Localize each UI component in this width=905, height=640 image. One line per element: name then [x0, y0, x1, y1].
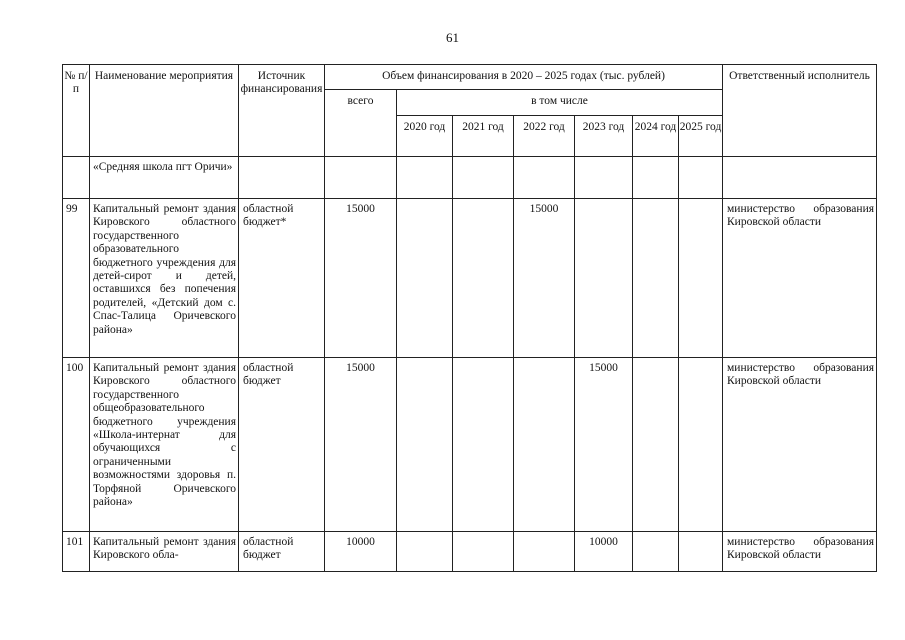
row-executor: министерство образования Кировской области: [723, 358, 877, 532]
row-source: областной бюджет*: [239, 199, 325, 358]
row-executor: министерство образования Кировской области: [723, 199, 877, 358]
table-body: [63, 157, 877, 572]
header-volume: Объем финансирования в 2020 – 2025 годах (тыс. рублей): [325, 65, 723, 90]
row-2023: [575, 199, 633, 358]
row-2020: [397, 199, 453, 358]
row-2022: [514, 157, 575, 199]
row-2025: [679, 199, 723, 358]
row-num: 101: [63, 532, 90, 572]
table-row: [63, 199, 877, 358]
financing-table-container: [62, 64, 877, 572]
row-2022: 15000: [514, 199, 575, 358]
row-name: Капитальный ремонт здания Кировского областного государственного общеобразовательного бюджетного учреждения «Школа-интернат для обучающихся с ограниченными возможностями здоровья п. Торфяной Оричевского района»: [90, 358, 239, 532]
row-2024: [633, 532, 679, 572]
row-2024: [633, 157, 679, 199]
row-2024: [633, 199, 679, 358]
row-num: 99: [63, 199, 90, 358]
row-2021: [453, 157, 514, 199]
row-2025: [679, 157, 723, 199]
row-2023: 15000: [575, 358, 633, 532]
table-row: [63, 532, 877, 572]
row-2025: [679, 358, 723, 532]
row-2020: [397, 358, 453, 532]
page-number: 61: [446, 30, 459, 45]
row-source: областной бюджет: [239, 358, 325, 532]
row-num: [63, 157, 90, 199]
header-name: Наименование мероприятия: [90, 65, 239, 157]
row-2023: 10000: [575, 532, 633, 572]
header-year-2022: 2022 год: [514, 116, 575, 157]
row-2022: [514, 358, 575, 532]
header-total: всего: [325, 90, 397, 157]
row-total: 15000: [325, 199, 397, 358]
header-year-2024: 2024 год: [633, 116, 679, 157]
table-row: [63, 358, 877, 532]
row-2025: [679, 532, 723, 572]
row-executor: [723, 157, 877, 199]
row-2021: [453, 199, 514, 358]
header-year-2021: 2021 год: [453, 116, 514, 157]
row-name: Капитальный ремонт здания Кировского областного государственного образовательного бюджетного учреждения для детей-сирот и детей, оставшихся без попечения родителей, «Детский дом с. Спас-Талица Оричевского района»: [90, 199, 239, 358]
row-2022: [514, 532, 575, 572]
row-2020: [397, 532, 453, 572]
header-year-2023: 2023 год: [575, 116, 633, 157]
row-2021: [453, 358, 514, 532]
row-num: 100: [63, 358, 90, 532]
row-total: 15000: [325, 358, 397, 532]
row-2023: [575, 157, 633, 199]
row-total: 10000: [325, 532, 397, 572]
row-2020: [397, 157, 453, 199]
row-executor: министерство образования Кировской области: [723, 532, 877, 572]
financing-table: [62, 64, 877, 572]
row-source: областной бюджет: [239, 532, 325, 572]
row-name: Капитальный ремонт здания Кировского обла-: [90, 532, 239, 572]
row-2024: [633, 358, 679, 532]
header-year-2020: 2020 год: [397, 116, 453, 157]
row-2021: [453, 532, 514, 572]
row-source: [239, 157, 325, 199]
header-executor: Ответственный исполнитель: [723, 65, 877, 157]
row-name: «Средняя школа пгт Оричи»: [90, 157, 239, 199]
row-total: [325, 157, 397, 199]
header-source: Источник финансирования: [239, 65, 325, 157]
header-num: № п/п: [63, 65, 90, 157]
header-year-2025: 2025 год: [679, 116, 723, 157]
table-row: [63, 157, 877, 199]
header-including: в том числе: [397, 90, 723, 116]
table-header: [63, 65, 877, 157]
